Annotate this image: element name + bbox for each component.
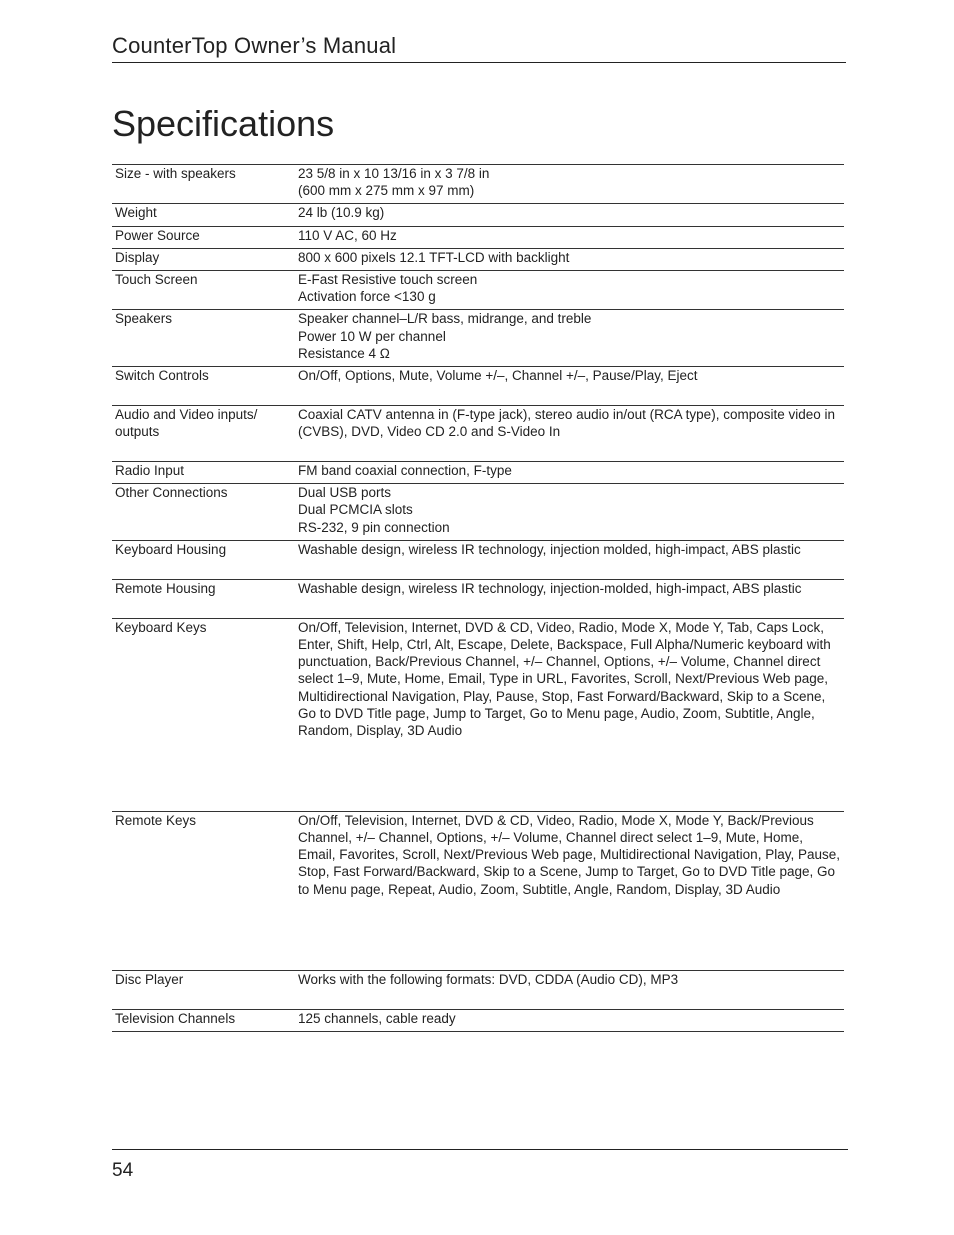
- spec-value: 24 lb (10.9 kg): [295, 204, 844, 226]
- spec-label: Radio Input: [112, 462, 295, 484]
- spec-row-weight: [112, 204, 844, 226]
- spec-value: On/Off, Options, Mute, Volume +/–, Channel +/–, Pause/Play, Eject: [295, 367, 844, 406]
- spec-label: Display: [112, 248, 295, 270]
- spec-value: 23 5/8 in x 10 13/16 in x 3 7/8 in (600 mm x 275 mm x 97 mm): [295, 165, 844, 204]
- spec-label: Disc Player: [112, 970, 295, 1009]
- spec-label: Speakers: [112, 310, 295, 367]
- spec-value: E-Fast Resistive touch screen Activation force <130 g: [295, 271, 844, 310]
- page-number: 54: [112, 1160, 134, 1181]
- spec-label: Size - with speakers: [112, 165, 295, 204]
- spec-label: Keyboard Keys: [112, 618, 295, 811]
- header-rule: [112, 62, 846, 63]
- spec-row-speakers: [112, 310, 844, 367]
- spec-row-keyboard-housing: [112, 540, 844, 579]
- spec-row-television-channels: [112, 1009, 844, 1031]
- spec-value: Coaxial CATV antenna in (F-type jack), stereo audio in/out (RCA type), composite video in (CVBS), DVD, Video CD 2.0 and S-Video In: [295, 406, 844, 462]
- spec-value: 800 x 600 pixels 12.1 TFT-LCD with backlight: [295, 248, 844, 270]
- spec-value: On/Off, Television, Internet, DVD & CD, Video, Radio, Mode X, Mode Y, Back/Previous Channel, +/– Channel, Options, +/– Volume, Channel direct select 1–9, Mute, Home, Email, Favorites, Scroll, Next/Previous Web page, Multidirectional Navigation, Play, Pause, Stop, Fast Forward/Backward, Skip to a Scene, Jump to Target, Go to DVD Title page, Go to Menu page, Repeat, Audio, Zoom, Subtitle, Angle, Random, Display, 3D Audio: [295, 811, 844, 970]
- spec-label: Touch Screen: [112, 271, 295, 310]
- spec-row-switch-controls: [112, 367, 844, 406]
- spec-row-power-source: [112, 226, 844, 248]
- spec-row-remote-housing: [112, 579, 844, 618]
- spec-label: Remote Keys: [112, 811, 295, 970]
- spec-label: Keyboard Housing: [112, 540, 295, 579]
- spec-row-keyboard-keys: [112, 618, 844, 811]
- running-header-title: CounterTop Owner’s Manual: [112, 33, 397, 58]
- spec-row-audio-video-io: [112, 406, 844, 462]
- spec-value: 110 V AC, 60 Hz: [295, 226, 844, 248]
- spec-label: Power Source: [112, 226, 295, 248]
- spec-label: Remote Housing: [112, 579, 295, 618]
- spec-value: FM band coaxial connection, F-type: [295, 462, 844, 484]
- spec-row-size: [112, 165, 844, 204]
- spec-row-radio-input: [112, 462, 844, 484]
- spec-value: Washable design, wireless IR technology, injection molded, high-impact, ABS plastic: [295, 540, 844, 579]
- spec-value: Washable design, wireless IR technology, injection-molded, high-impact, ABS plastic: [295, 579, 844, 618]
- spec-value: On/Off, Television, Internet, DVD & CD, Video, Radio, Mode X, Mode Y, Tab, Caps Lock, Enter, Shift, Help, Ctrl, Alt, Escape, Delete, Backspace, Full Alpha/Numeric keyboard with punctuation, Back/Previous Channel, +/– Channel, Options, +/– Volume, Channel direct select 1–9, Mute, Home, Email, Type in URL, Favorites, Scroll, Next/Previous Web page, Multidirectional Navigation, Play, Pause, Stop, Fast Forward/Backward, Skip to a Scene, Go to DVD Title page, Jump to Target, Go to Menu page, Audio, Zoom, Subtitle, Angle, Random, Display, 3D Audio: [295, 618, 844, 811]
- spec-value: Speaker channel–L/R bass, midrange, and treble Power 10 W per channel Resistance 4 Ω: [295, 310, 844, 367]
- spec-row-touch-screen: [112, 271, 844, 310]
- spec-value: Works with the following formats: DVD, CDDA (Audio CD), MP3: [295, 970, 844, 1009]
- spec-label: Switch Controls: [112, 367, 295, 406]
- spec-label: Audio and Video inputs/ outputs: [112, 406, 295, 462]
- spec-label: Television Channels: [112, 1009, 295, 1031]
- footer-rule: [112, 1149, 848, 1150]
- spec-label: Weight: [112, 204, 295, 226]
- page-title: Specifications: [112, 103, 335, 144]
- spec-row-disc-player: [112, 970, 844, 1009]
- spec-row-display: [112, 248, 844, 270]
- spec-label: Other Connections: [112, 484, 295, 541]
- spec-value: 125 channels, cable ready: [295, 1009, 844, 1031]
- spec-row-other-connections: [112, 484, 844, 541]
- specifications-table: [112, 164, 844, 1032]
- spec-value: Dual USB ports Dual PCMCIA slots RS-232, 9 pin connection: [295, 484, 844, 541]
- spec-row-remote-keys: [112, 811, 844, 970]
